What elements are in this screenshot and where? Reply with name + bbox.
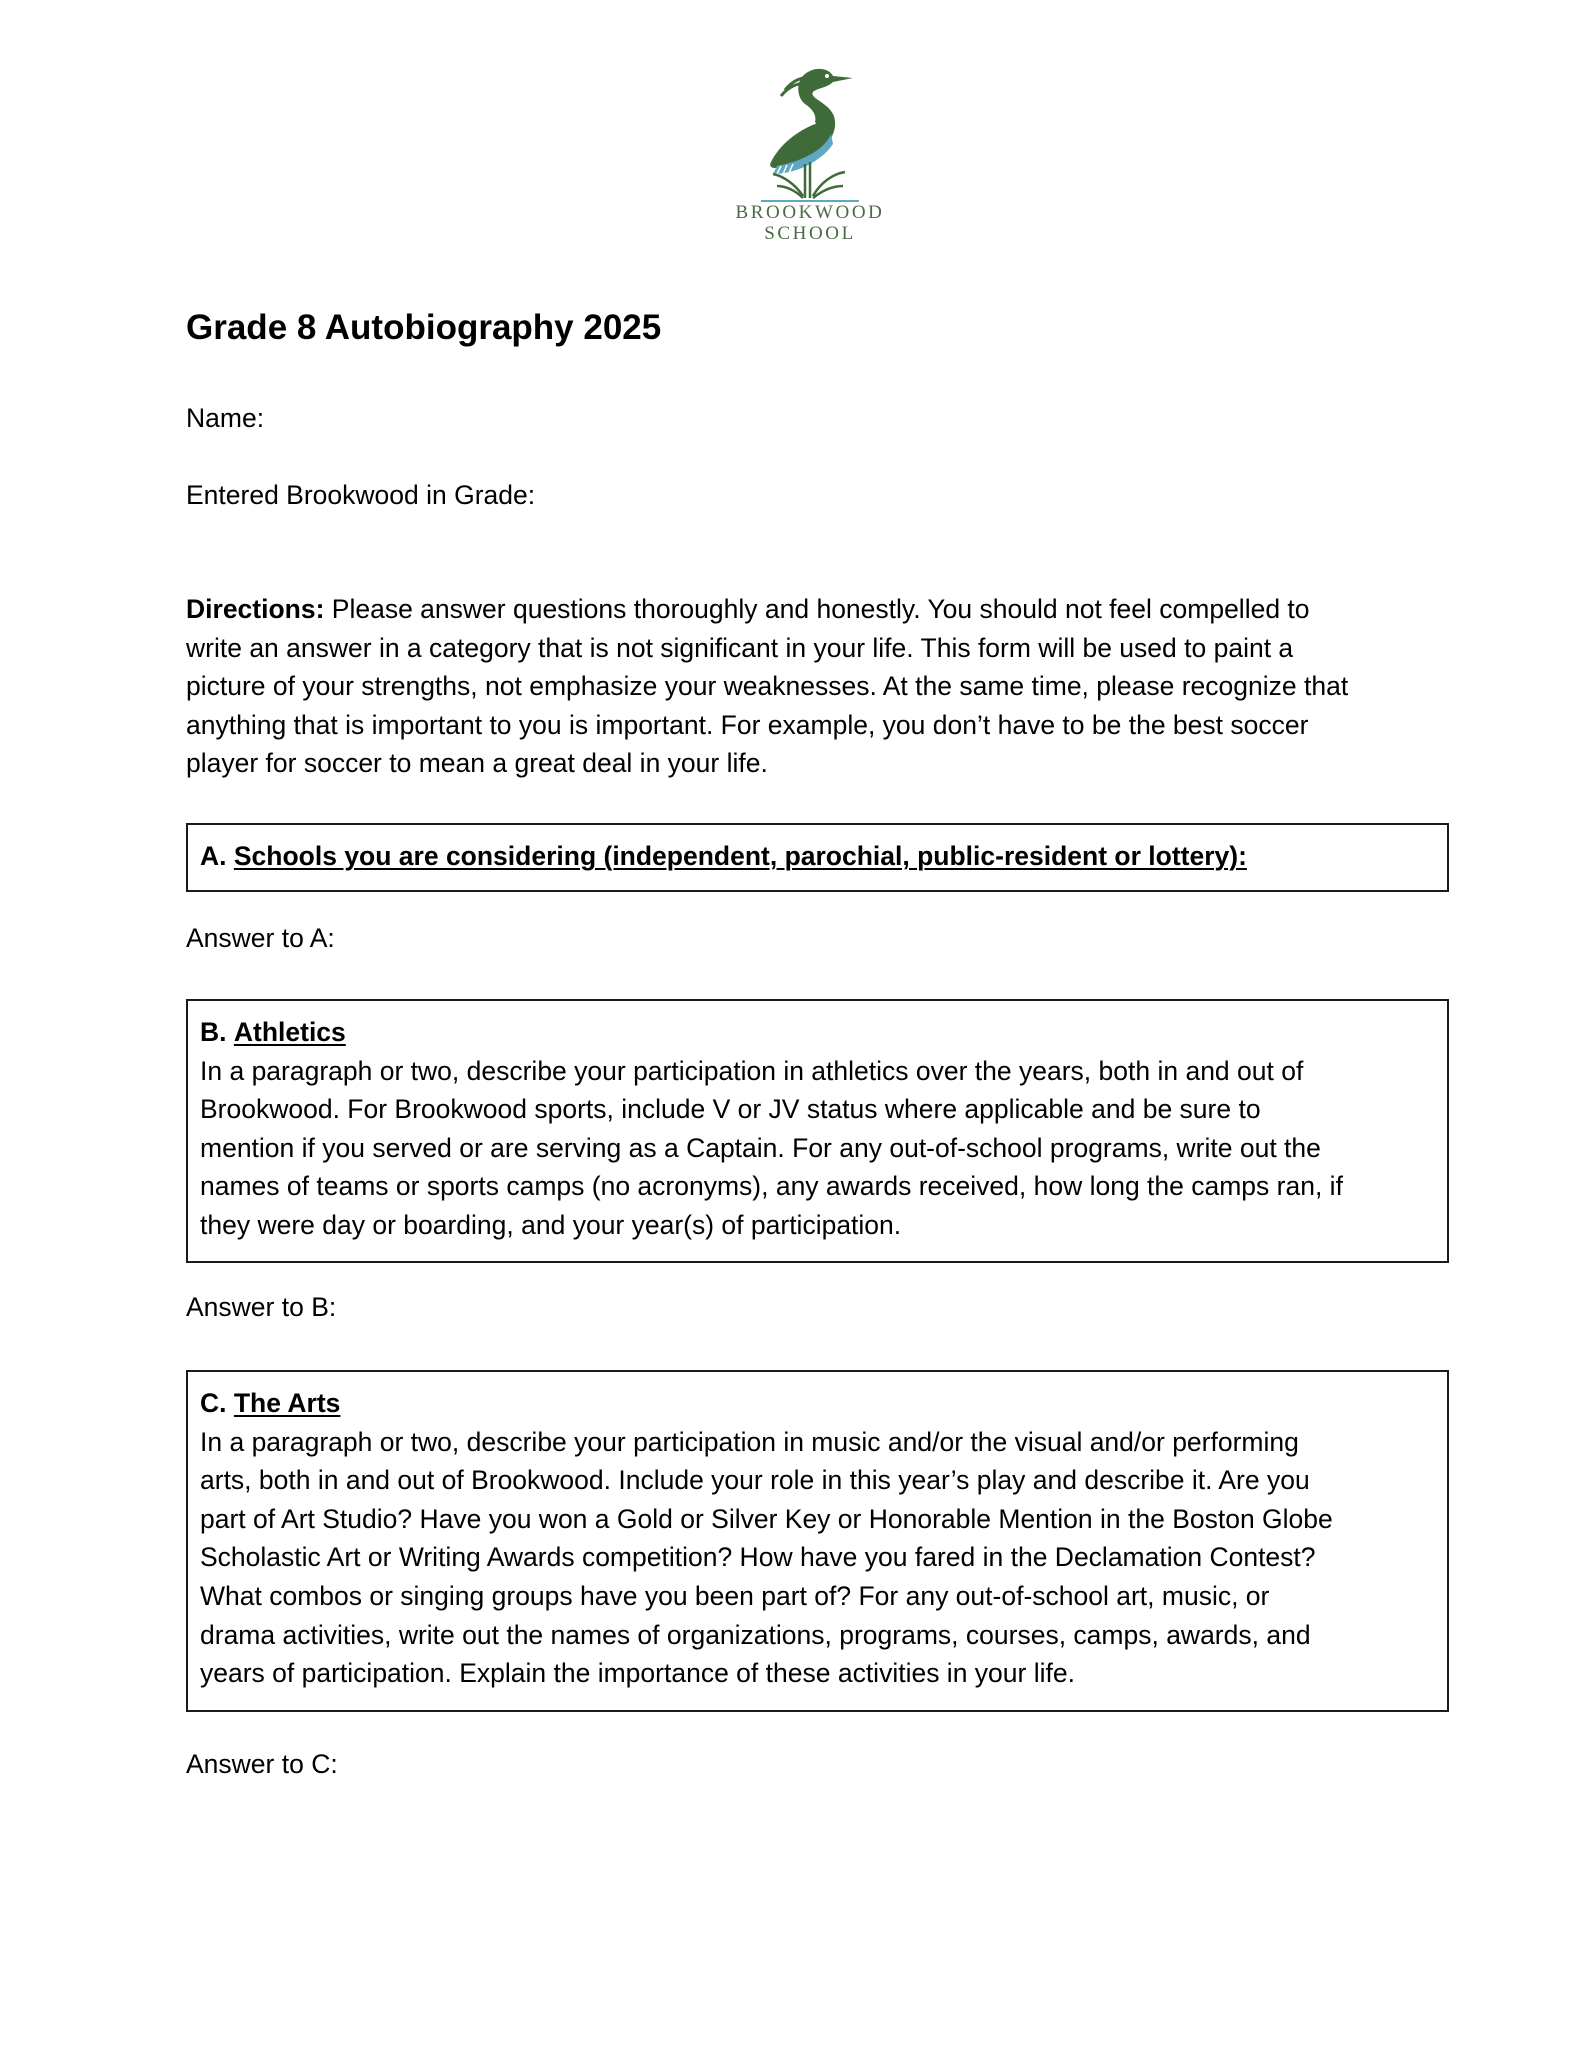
- section-b-line: names of teams or sports camps (no acronyms), any awards received, how long the camps ran, if: [200, 1171, 1343, 1202]
- section-b-line: Brookwood. For Brookwood sports, include V or JV status where applicable and be sure to: [200, 1094, 1261, 1125]
- section-c-line: years of participation. Explain the importance of these activities in your life.: [200, 1658, 1075, 1689]
- section-b-box: [186, 999, 1449, 1263]
- section-c-line: What combos or singing groups have you been part of? For any out-of-school art, music, or: [200, 1580, 1270, 1611]
- heron-icon: [755, 62, 865, 202]
- section-c-line: drama activities, write out the names of organizations, programs, courses, camps, awards, and: [200, 1619, 1311, 1650]
- directions-line: Directions: Please answer questions thoroughly and honestly. You should not feel compelled to: [186, 594, 1310, 624]
- answer-c-label: Answer to C:: [186, 1749, 338, 1779]
- section-a-box: [186, 823, 1449, 892]
- directions-line: anything that is important to you is important. For example, you don’t have to be the best soccer: [186, 709, 1309, 740]
- logo-school-name-line2: SCHOOL: [764, 223, 856, 244]
- directions-line: write an answer in a category that is not significant in your life. This form will be used to paint a: [186, 632, 1294, 663]
- page-title: Grade 8 Autobiography 2025: [186, 308, 662, 347]
- directions-line: player for soccer to mean a great deal in your life.: [186, 748, 768, 779]
- section-b-line: mention if you served or are serving as a Captain. For any out-of-school programs, write out the: [200, 1132, 1321, 1163]
- logo-school-name-line1: BROOKWOOD: [735, 202, 885, 223]
- section-b-line: they were day or boarding, and your year(s) of participation.: [200, 1209, 902, 1240]
- section-c-line: Scholastic Art or Writing Awards competition? How have you fared in the Declamation Contest?: [200, 1542, 1316, 1573]
- section-b-line: In a paragraph or two, describe your participation in athletics over the years, both in and out of: [200, 1055, 1304, 1086]
- directions-paragraph: [186, 590, 1451, 783]
- section-a-heading: A. Schools you are considering (independent, parochial, public-resident or lottery):: [200, 841, 1247, 871]
- name-field-label: Name:: [186, 403, 265, 433]
- section-b-heading: B. Athletics: [200, 1017, 346, 1047]
- directions-label: Directions:: [186, 594, 325, 624]
- answer-b-label: Answer to B:: [186, 1292, 337, 1322]
- entered-grade-field-label: Entered Brookwood in Grade:: [186, 480, 536, 510]
- section-c-line: arts, both in and out of Brookwood. Include your role in this year’s play and describe it. Are you: [200, 1465, 1310, 1496]
- directions-line: picture of your strengths, not emphasize your weaknesses. At the same time, please recognize that: [186, 671, 1349, 702]
- section-c-box: [186, 1370, 1449, 1712]
- section-c-line: part of Art Studio? Have you won a Gold or Silver Key or Honorable Mention in the Boston Globe: [200, 1503, 1333, 1534]
- school-logo: [728, 62, 892, 252]
- section-c-heading: C. The Arts: [200, 1388, 341, 1418]
- section-c-line: In a paragraph or two, describe your participation in music and/or the visual and/or performing: [200, 1426, 1299, 1457]
- answer-a-label: Answer to A:: [186, 923, 335, 953]
